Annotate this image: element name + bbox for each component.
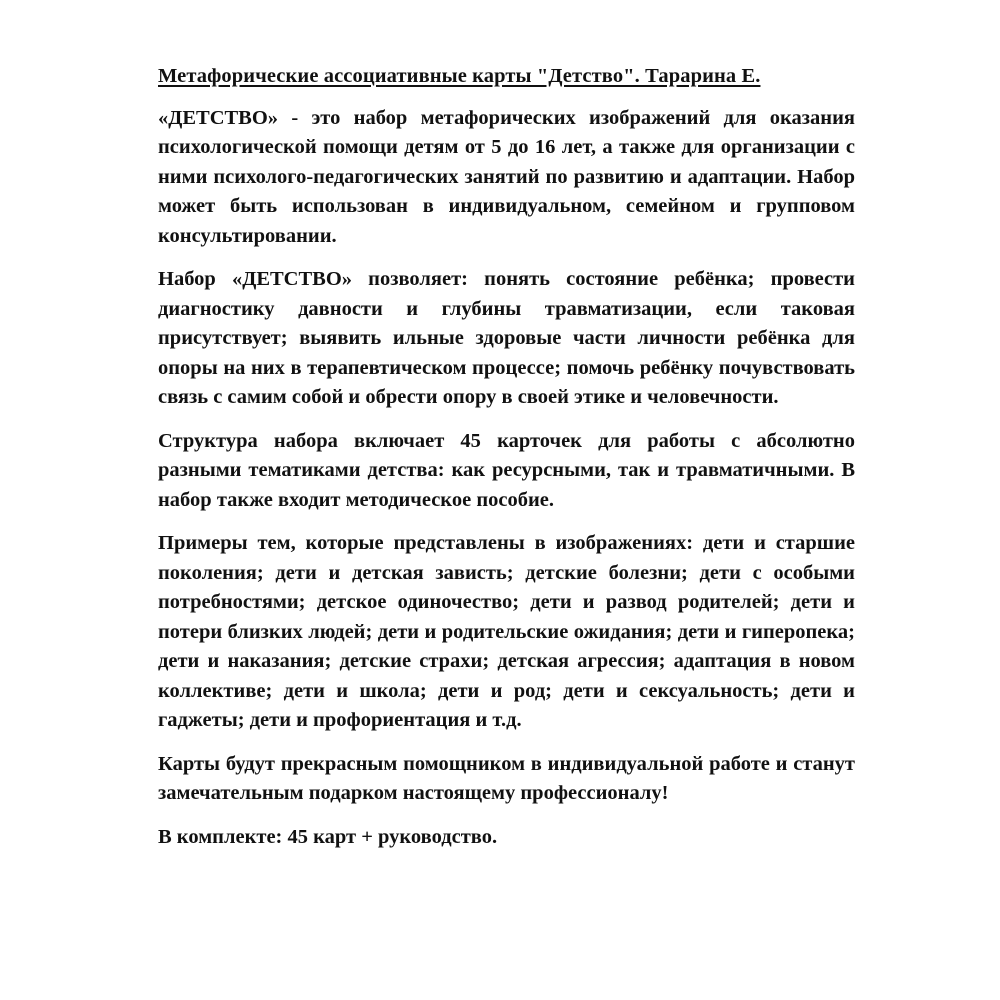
paragraph-topics: Примеры тем, которые представлены в изображениях: дети и старшие поколения; дети и детская зависть; детские болезни; дети с особыми потребностями; детское одиночество; дети и развод родителей; дети и потери близких людей; дети и родительские ожидания; дети и гиперопека; дети и наказания; детские страхи; детская агрессия; адаптация в новом коллективе; дети и школа; дети и род; дети и сексуальность; дети и гаджеты; дети и профориентация и т.д. [158,532,855,731]
paragraph-contents: В комплекте: 45 карт + руководство. [158,825,498,848]
paragraph-intro: «ДЕТСТВО» - это набор метафорических изображений для оказания психологической помощи детям от 5 до 16 лет, а также для организации с ними психолого-педагогических занятий по развитию и адаптации. Набор может быть использован в индивидуальном, семейном и групповом консультировании. [158,106,855,247]
paragraph-recommendation: Карты будут прекрасным помощником в индивидуальной работе и станут замечательным подарком настоящему профессионалу! [158,752,855,804]
document-title: Метафорические ассоциативные карты "Детство". Тарарина Е. [158,65,761,87]
paragraph-structure: Структура набора включает 45 карточек для работы с абсолютно разными тематиками детства: как ресурсными, так и травматичными. В набор также входит методическое пособие. [158,429,855,511]
paragraph-capabilities: Набор «ДЕТСТВО» позволяет: понять состояние ребёнка; провести диагностику давности и глубины травматизации, если таковая присутствует; выявить ильные здоровые части личности ребёнка для опоры на них в терапевтическом процессе; помочь ребёнку почувствовать связь с самим собой и обрести опору в своей этике и человечности. [158,268,855,408]
document-page [158,62,855,852]
